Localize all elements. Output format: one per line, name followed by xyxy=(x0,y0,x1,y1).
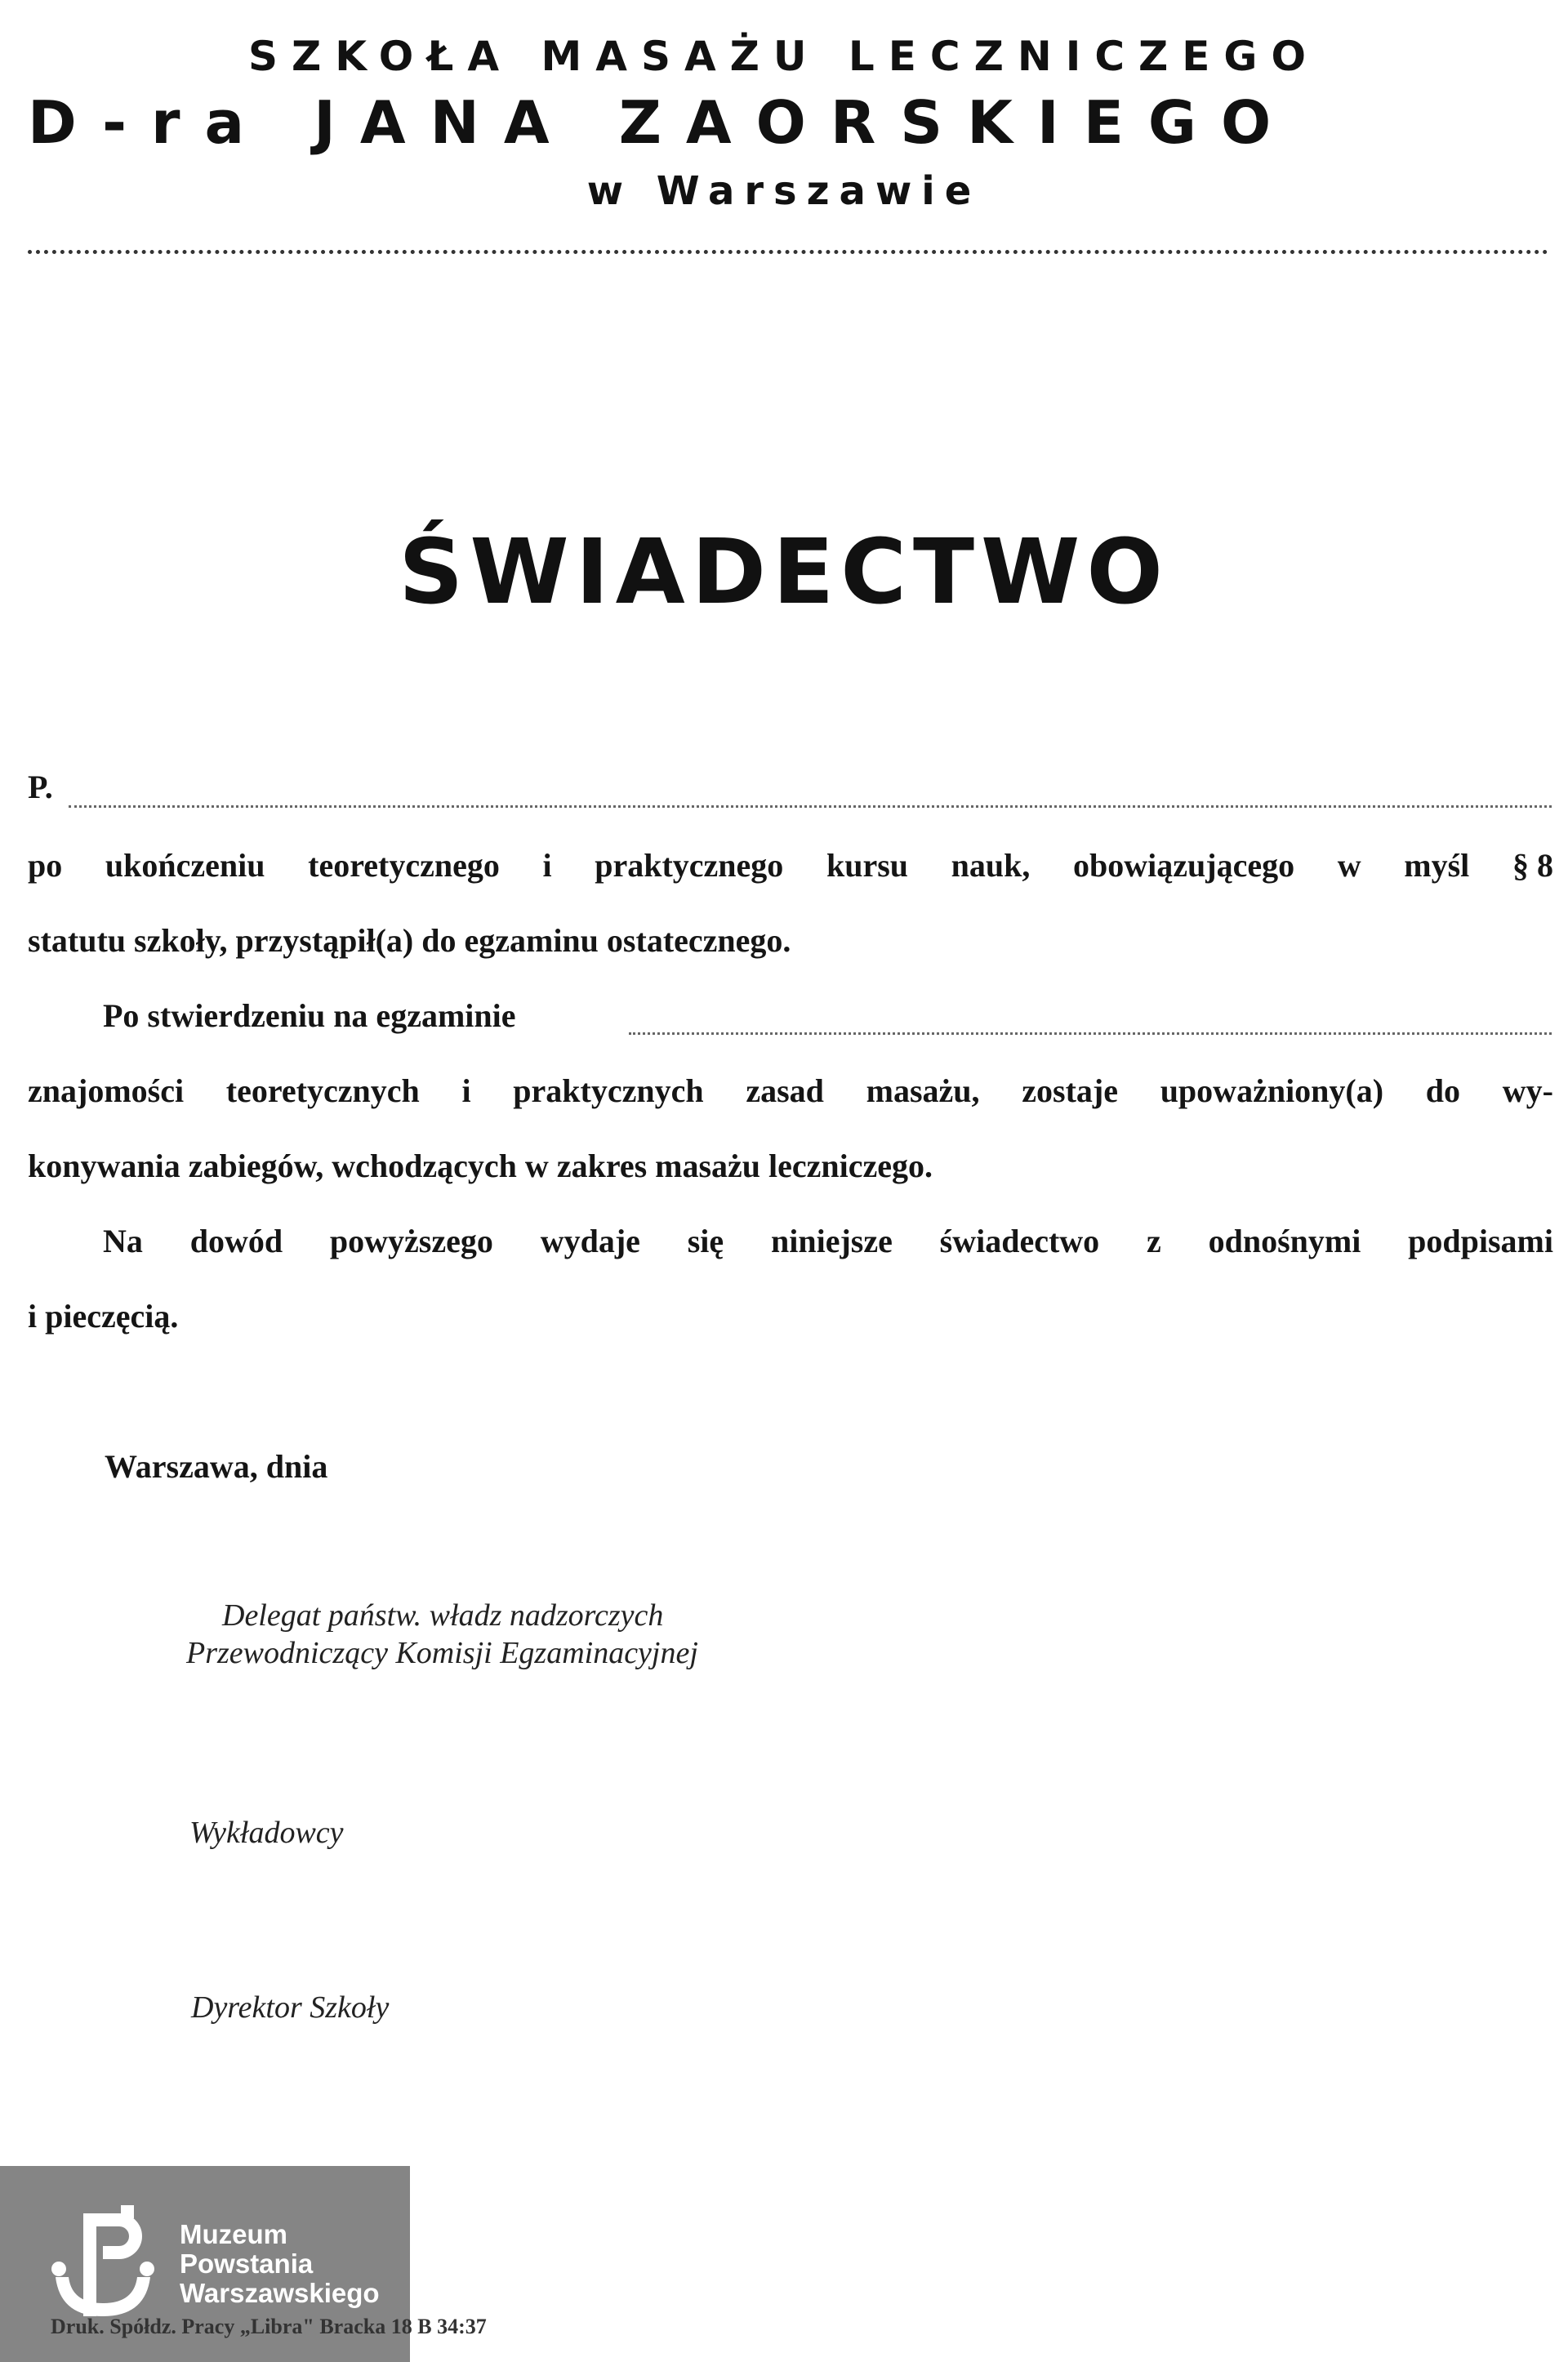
director-signature-label: Dyrektor Szkoły xyxy=(191,1990,390,2025)
body-word: wydaje xyxy=(540,1223,640,1259)
body-word: § 8 xyxy=(1512,847,1553,884)
school-name-line: SZKOŁA MASAŻU LECZNICZEGO xyxy=(248,33,1320,80)
body-word: praktycznych xyxy=(513,1072,704,1109)
header-divider xyxy=(28,250,1548,254)
museum-name-line-3: Warszawskiego xyxy=(180,2278,380,2308)
body-word: praktycznego xyxy=(595,847,784,884)
body-word: się xyxy=(687,1223,724,1259)
school-founder-line: D-ra JANA ZAORSKIEGO xyxy=(28,88,1296,157)
body-word: z xyxy=(1147,1223,1161,1259)
lecturers-signature-label: Wykładowcy xyxy=(189,1816,344,1850)
body-word: zasad xyxy=(746,1072,824,1109)
body-word: myśl xyxy=(1404,847,1470,884)
body-word: Na xyxy=(103,1223,143,1259)
body-word: świadectwo xyxy=(939,1223,1100,1259)
body-line-5: konywania zabiegów, wchodzących w zakres masażu leczniczego. xyxy=(28,1148,933,1184)
commission-chair-signature-label: Przewodniczący Komisji Egzaminacyjnej xyxy=(186,1636,698,1670)
recipient-name-field xyxy=(69,805,1552,808)
body-word: dowód xyxy=(189,1223,283,1259)
body-line-4 xyxy=(28,1072,1553,1110)
body-word: kursu xyxy=(826,847,909,884)
body-line-6 xyxy=(103,1222,1553,1260)
body-word: zostaje xyxy=(1022,1072,1118,1109)
exam-result-field xyxy=(629,1032,1552,1035)
body-word: do xyxy=(1425,1072,1461,1109)
body-line-2: statutu szkoły, przystąpił(a) do egzaminu ostatecznego. xyxy=(28,922,791,959)
body-word: teoretycznych xyxy=(225,1072,420,1109)
printer-imprint: Druk. Spółdz. Pracy „Libra" Bracka 18 B 34:37 xyxy=(51,2315,487,2338)
body-word: podpisami xyxy=(1408,1223,1553,1259)
document-title: ŚWIADECTWO xyxy=(399,519,1169,624)
body-word: obowiązującego xyxy=(1073,847,1295,884)
recipient-label: P. xyxy=(28,769,53,805)
body-word: nauk, xyxy=(951,847,1031,884)
body-word: odnośnymi xyxy=(1208,1223,1361,1259)
museum-name xyxy=(180,2220,380,2308)
body-line-7: i pieczęcią. xyxy=(28,1298,179,1335)
body-line-1 xyxy=(28,846,1553,885)
body-word: wy- xyxy=(1502,1072,1553,1109)
museum-name-line-1: Muzeum xyxy=(180,2219,287,2249)
body-word: po xyxy=(28,847,63,884)
delegate-signature-label: Delegat państw. władz nadzorczych xyxy=(222,1598,664,1633)
kotwica-icon xyxy=(51,2202,157,2324)
school-city-line: w Warszawie xyxy=(586,168,982,214)
body-word: powyższego xyxy=(329,1223,493,1259)
body-word: upoważniony(a) xyxy=(1160,1072,1384,1109)
body-word: masażu, xyxy=(866,1072,980,1109)
body-word: i xyxy=(461,1072,471,1109)
body-word: ukończeniu xyxy=(105,847,265,884)
body-word: i xyxy=(542,847,552,884)
place-date-label: Warszawa, dnia xyxy=(105,1448,328,1485)
body-line-3: Po stwierdzeniu na egzaminie xyxy=(103,997,516,1034)
museum-name-line-2: Powstania xyxy=(180,2248,314,2279)
body-word: teoretycznego xyxy=(308,847,500,884)
body-word: w xyxy=(1337,847,1361,884)
body-word: znajomości xyxy=(28,1072,185,1109)
body-word: niniejsze xyxy=(770,1223,893,1259)
